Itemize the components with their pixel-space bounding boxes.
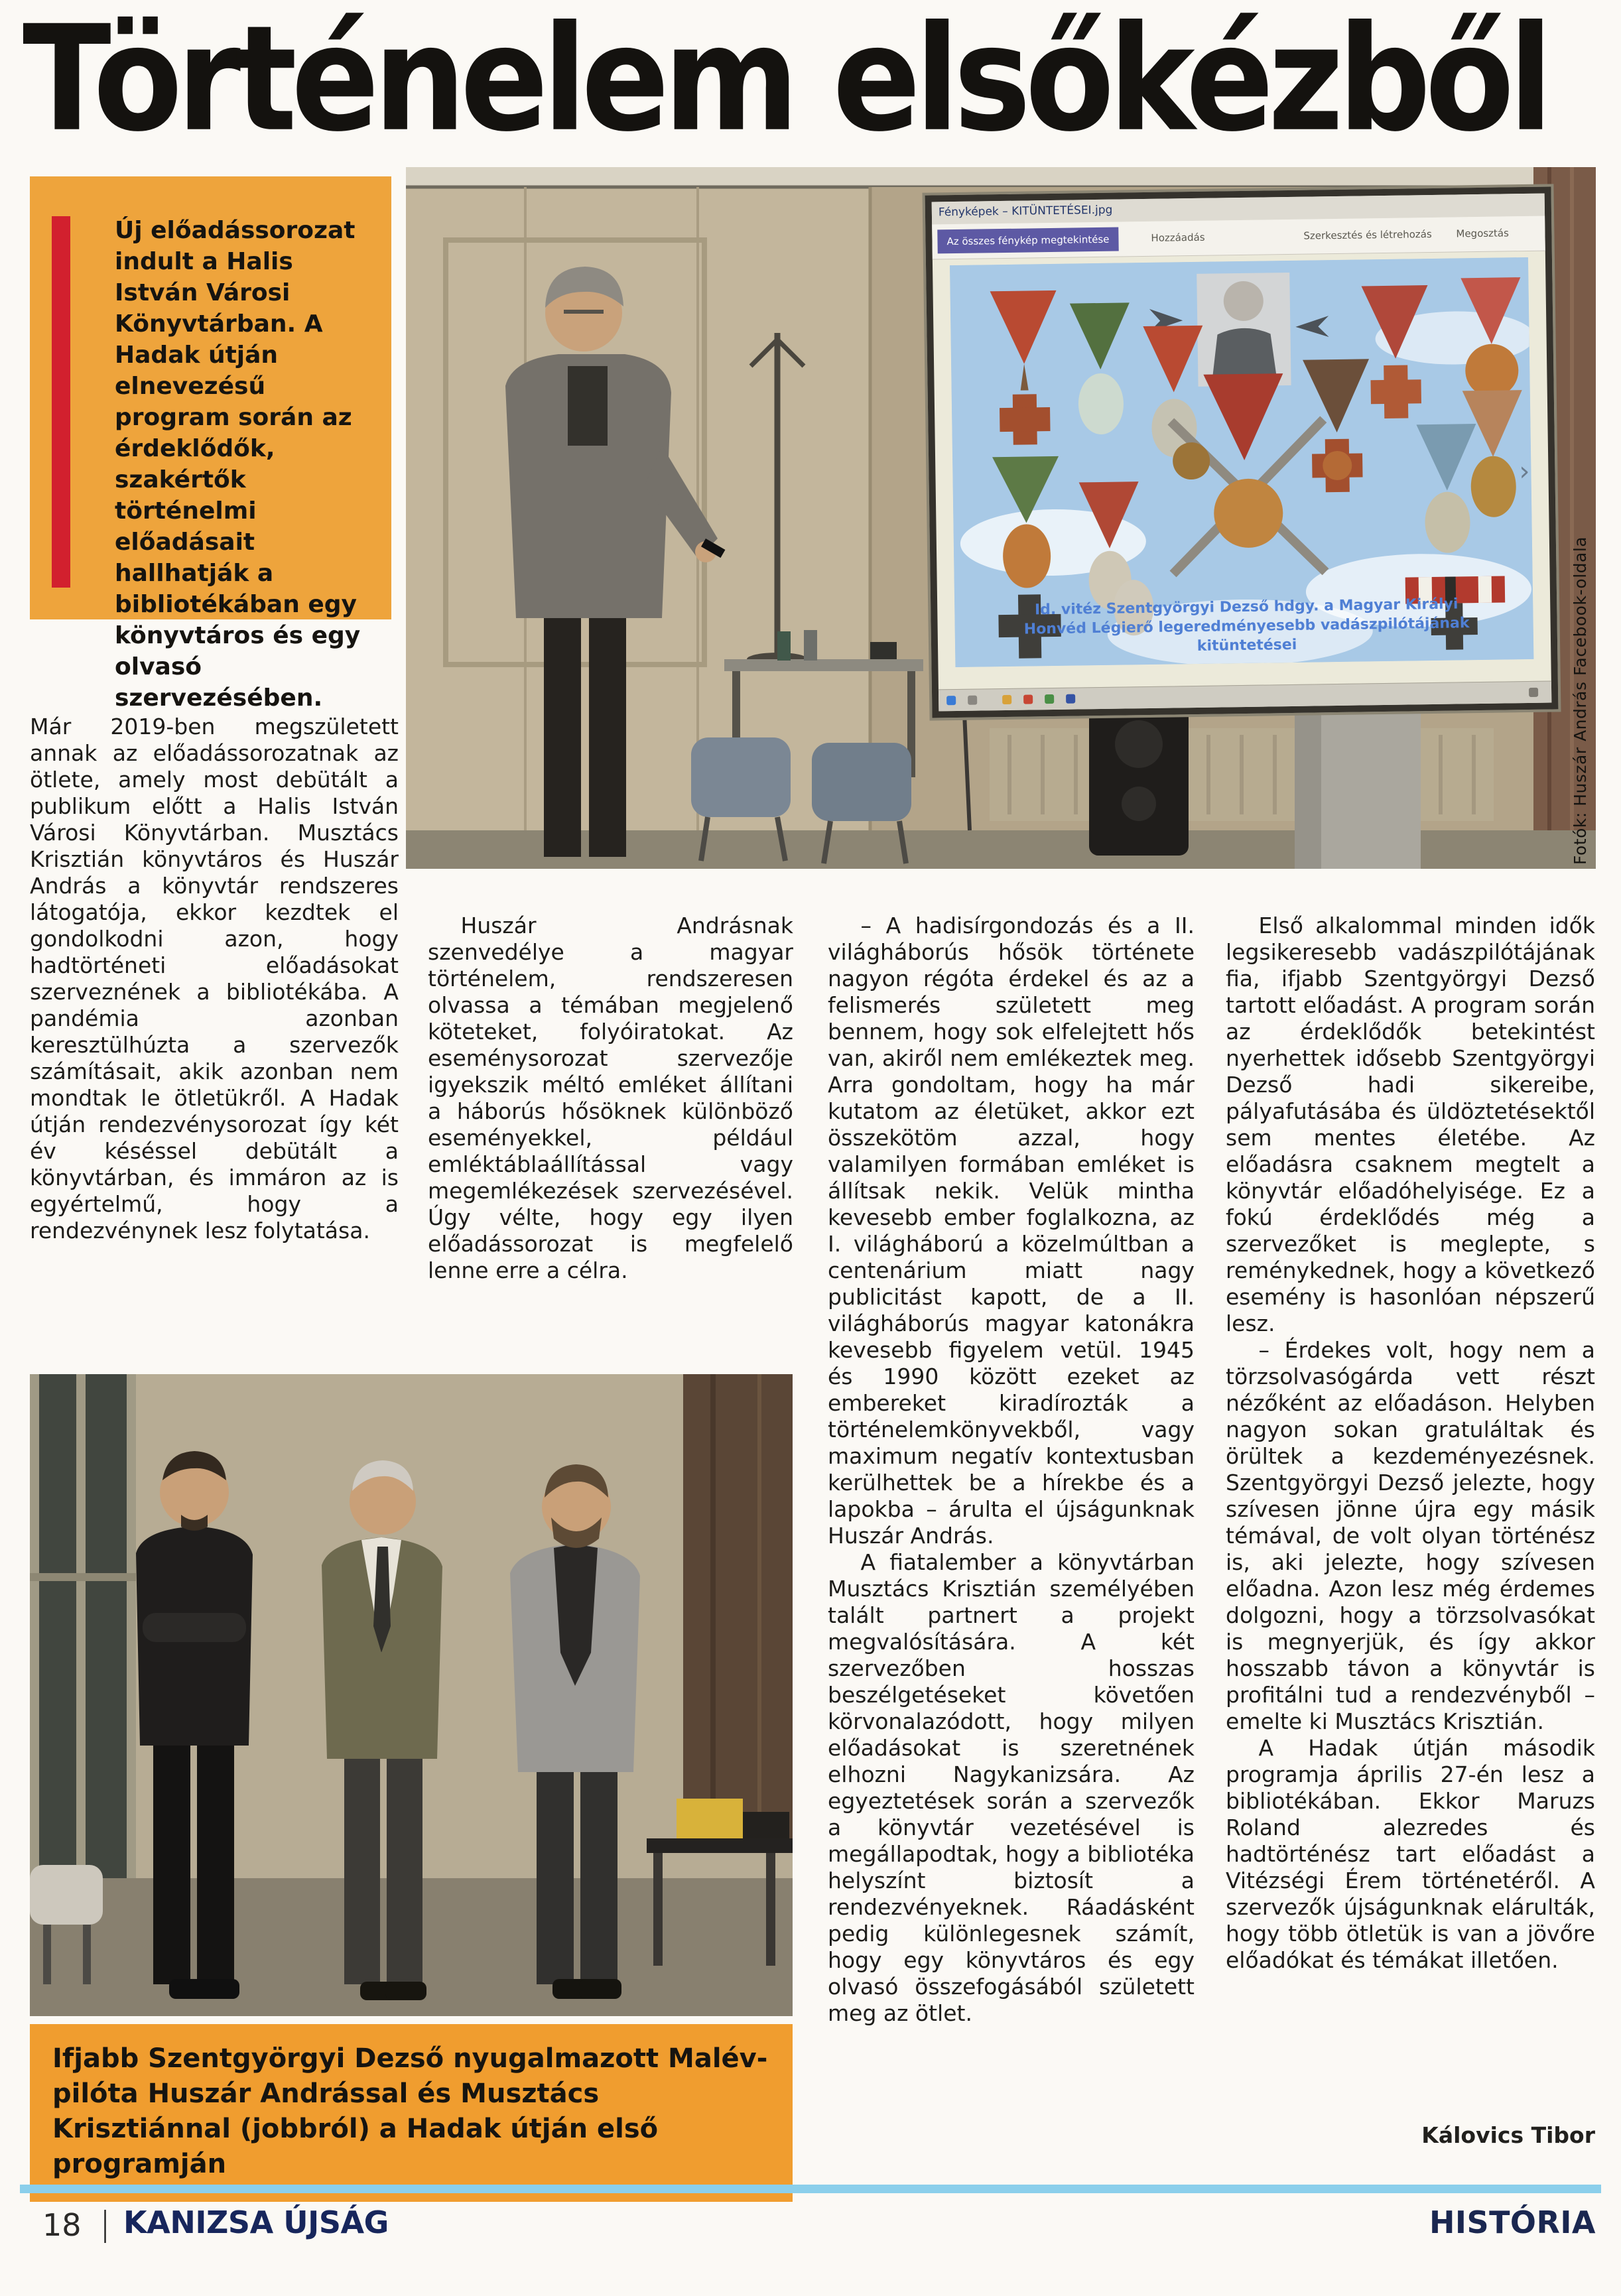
three-men-illustration: [30, 1374, 793, 2016]
search-icon: [968, 696, 977, 705]
add-button: Hozzáadás: [1151, 231, 1205, 244]
share-button: Megosztás: [1456, 227, 1510, 240]
article-column-4: [1226, 913, 1595, 2120]
article-column-3: [828, 913, 1195, 2133]
footer-divider-line: [20, 2185, 1601, 2193]
paragraph: Első alkalommal minden idők legsikeresebb vadászpilótájának fia, ifjabb Szentgyörgyi Dezső tartott előadást. A program során az érdeklődők betekintést nyerhettek idősebb Szentgyörgyi Dezső hadi sikereibe, pályafutásába és üldöztetésektől sem mentes életébe. Az előadásra csaknem megtelt a könyvtár előadóhelyisége. Ez a fokú érdeklődés még a szervezőket is meglepte, s reménykednek, hogy a következő esemény is hasonlóan népszerű lesz.: [1226, 913, 1595, 1336]
photo-caption: Ifjabb Szentgyörgyi Dezső nyugalmazott Malév-pilóta Huszár Andrással és Musztács Krisztiánnal (jobbról) a Hadak útján első programján: [52, 2043, 768, 2179]
taskbar-app-icon: [1066, 694, 1075, 704]
edit-create-button: Szerkesztés és létrehozás: [1303, 227, 1432, 242]
taskbar-app-icon: [1045, 694, 1054, 704]
newspaper-name: KANIZSA ÚJSÁG: [123, 2204, 389, 2240]
article-column-1: [30, 714, 399, 1307]
photo-lecture-scene: [406, 167, 1596, 869]
paragraph: A Hadak útján második programja április 27-én lesz a bibliotékában. Ekkor Maruzs Roland alezredes és hadtörténész tart előadást a Vitézségi Érem történetéről. A szervezők újságunknak elárulták, hogy több ötletük is van a jövőre előadókat és témákat illetően.: [1226, 1735, 1595, 1973]
footer: [0, 2204, 1621, 2251]
intro-text: Új előadássorozat indult a Halis István Városi Könyvtárban. A Hadak útján elnevezésű program során az érdeklődők, szakértők történelmi előadásait hallhatják a bibliotékában egy könyvtáros és egy olvasó szervezésében.: [115, 217, 361, 712]
paragraph: – Érdekes volt, hogy nem a törzsolvasógárda vett részt nézőként az előadáson. Helyben nagyon sokan gratuláltak és örültek a kezdeményezésnek. Szentgyörgyi Dezső jelezte, hogy szívesen jönne újra egy másik témával, de volt olyan történész is, aki jelezte, hogy szívesen előadna. Azon lesz még érdemes dolgozni, hogy a törzsolvasókat is megnyerjük, és így akkor hosszabb távon a könyvtár is profitálni tud a rendezvényből – emelte ki Musztács Krisztián.: [1226, 1337, 1595, 1734]
taskbar-clock-area: [1529, 688, 1538, 697]
medals-slide: [950, 257, 1533, 667]
window-title: Fényképek – KITÜNTETÉSEI.jpg: [938, 203, 1113, 220]
speaker-box: [1089, 698, 1189, 856]
paragraph: Már 2019-ben megszületett annak az előadássorozatnak az ötlete, amely most debütált a publikum előtt a Halis István Városi Könyvtárban. Musztács Krisztián könyvtáros és Huszár András a könyvtár rendszeres látogatója, ekkor kezdtek el gondolkodni azon, hogy hadtörténeti előadásokat szerveznének a bibliotékába. A pandémia azonban keresztülhúzta a szervezők számításait, akik azonban nem mondtak le ötletükről. A Hadak útján rendezvénysorozat így két év késéssel debütált a könyvtárban, és immáron az is egyértelmű, hogy a rendezvénynek lesz folytatása.: [30, 714, 399, 1244]
view-all-photos-button: Az összes fénykép megtekintése: [937, 227, 1118, 254]
paragraph: Huszár Andrásnak szenvedélye a magyar történelem, rendszeresen olvassa a témában megjelenő köteteket, folyóiratokat. Az eseménysorozat szervezője igyekszik méltó emléket állítani a háborús hősöknek különböző eseményekkel, például emléktáblaállítással vagy megemlékezések szervezésével. Úgy vélte, hogy egy ilyen előadássorozat is megfelelő lenne erre a célra.: [428, 913, 793, 1283]
windows-start-icon: [946, 696, 956, 705]
paragraph: – A hadisírgondozás és a II. világháborús hősök története nagyon régóta érdekel és az a felismerés született meg bennem, hogy sok elfelejtett hős van, akiről nem emlékeztek meg. Arra gondoltam, hogy ha már kutatom az életüket, akkor ezt összekötöm azzal, hogy valamilyen formában emléket is állítsak nekik. Velük mintha kevesebb ember foglalkozna, az I. világháború a közelmúltban a centenárium miatt nagy publicitást kapott, de a II. világháborús magyar katonákra kevesebb figyelem vetül. 1945 és 1990 között ezeket az embereket kiradírozták a történelemkönyvekből, vagy maximum negatív kontextusban kerülhettek be a hírekbe és a lapokba – árulta el újságunknak Huszár András.: [828, 913, 1195, 1549]
slide-caption: Id. vitéz Szentgyörgyi Dezső hdgy. a Magyar Királyi Honvéd Légierő legeredményesebb vadászpilótájának kitüntetései: [1023, 596, 1470, 655]
article-column-2: [428, 913, 793, 1310]
photo-credit: Fotók: Huszár András Facebook-oldala: [1571, 536, 1590, 865]
author-byline: Kálovics Tibor: [1421, 2122, 1595, 2148]
windows-taskbar: [939, 681, 1551, 712]
intro-highlight-box: [30, 176, 391, 712]
projection-screen: [925, 186, 1559, 718]
footer-separator: |: [99, 2204, 111, 2243]
page-number: 18: [42, 2207, 82, 2243]
taskbar-app-icon: [1023, 694, 1033, 704]
section-name: HISTÓRIA: [1429, 2204, 1596, 2240]
next-photo-chevron-icon: ›: [1519, 456, 1530, 487]
taskbar-app-icon: [1002, 695, 1011, 704]
intro-red-accent-bar: [52, 216, 70, 588]
paragraph: A fiatalember a könyvtárban Musztács Krisztián személyében talált partnert a projekt megvalósítására. A két szervezőben hosszas beszélgetéseket követően körvonalazódott, hogy milyen előadásokat is szeretnének elhozni Nagykanizsára. Az egyeztetések során a szervezők a könyvtár vezetésével is megállapodtak, hogy a bibliotéka helyszínt biztosít a rendezvényeknek. Ráadásként pedig különlegesnek számít, hogy egy könyvtáros és egy olvasó összefogásából született meg az ötlet.: [828, 1549, 1195, 2026]
photo-three-men: [30, 1374, 793, 2016]
page-title: Történelem elsőkézből: [23, 0, 1547, 164]
photo-caption-box: [30, 2024, 793, 2202]
